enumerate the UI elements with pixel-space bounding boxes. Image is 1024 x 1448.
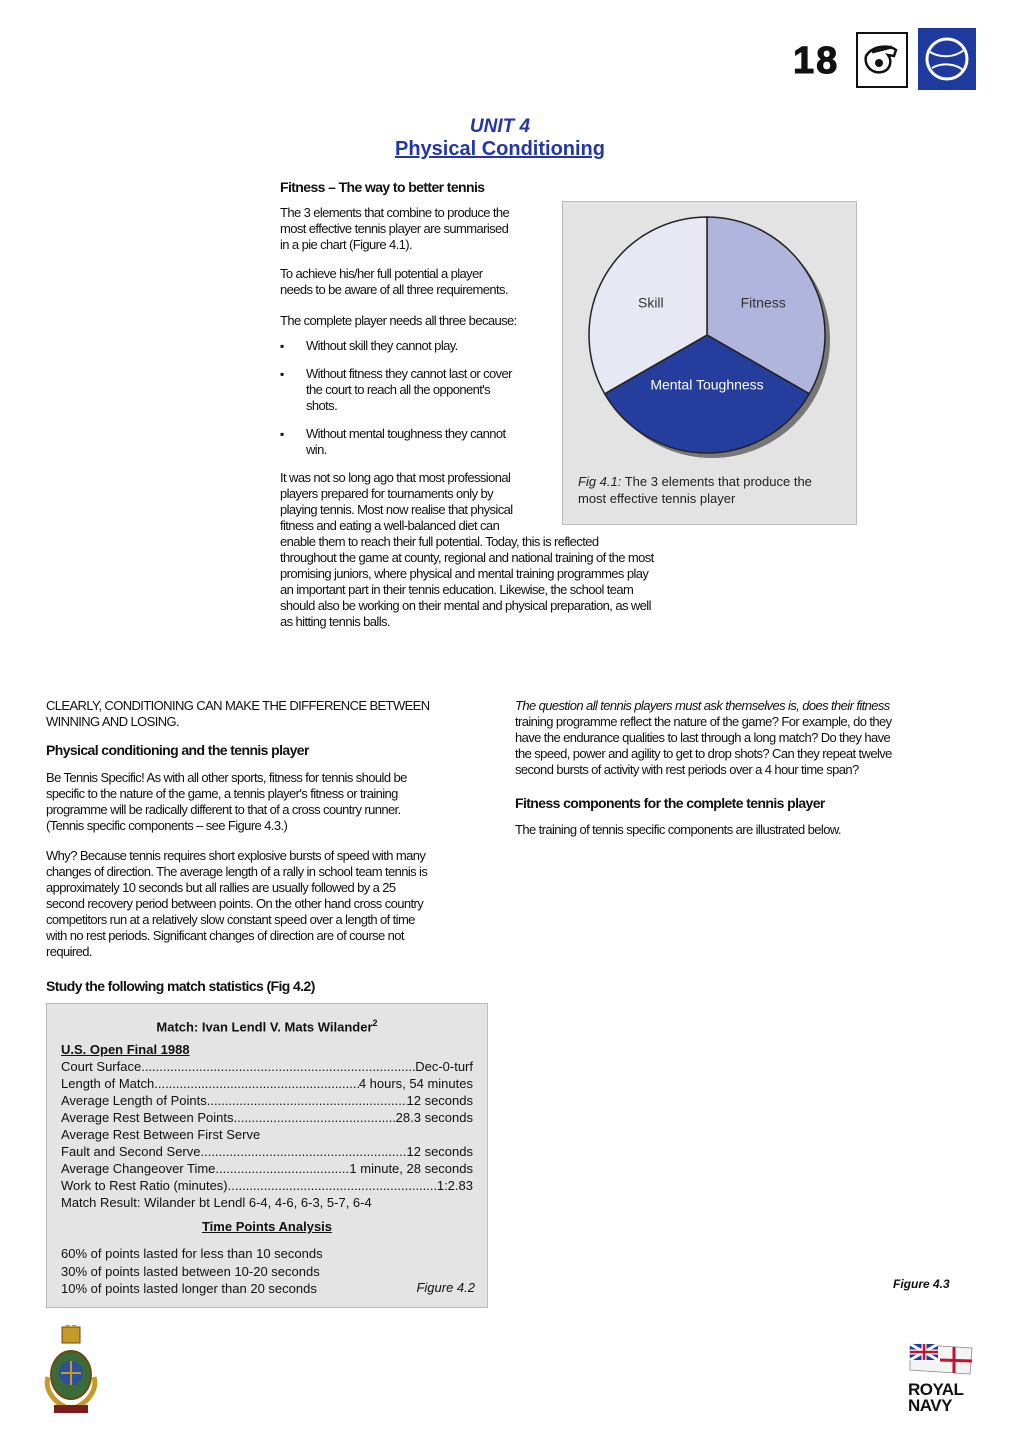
page-number: 18 bbox=[793, 40, 840, 82]
figure-4-3-label: Figure 4.3 bbox=[893, 1277, 950, 1291]
stats-value: 28.3 seconds bbox=[395, 1110, 473, 1125]
pie-label: Fitness bbox=[740, 294, 786, 311]
text-line: as hitting tennis balls. bbox=[280, 614, 390, 629]
stats-value: 12 seconds bbox=[406, 1144, 473, 1159]
list-item: 30% of points lasted between 10-20 seconds bbox=[61, 1263, 320, 1279]
text-line: should also be working on their mental and physical preparation, as well bbox=[280, 598, 651, 613]
bullet-icon: ▪ bbox=[280, 367, 284, 381]
text-line: in a pie chart (Figure 4.1). bbox=[280, 237, 413, 252]
navy-logo-text: ROYAL bbox=[908, 1380, 964, 1399]
text-line: most effective tennis player are summarised bbox=[280, 221, 509, 236]
text-line: second bursts of activity with rest periods over a 4 hour time span? bbox=[515, 762, 859, 777]
stats-label: Length of Match bbox=[61, 1076, 155, 1091]
text-line: competitors run at a relatively slow constant speed over a length of time bbox=[46, 912, 415, 927]
list-item bbox=[280, 366, 550, 424]
left-heading: Physical conditioning and the tennis player bbox=[46, 742, 309, 758]
text-line: approximately 10 seconds but all rallies are usually followed by a 25 bbox=[46, 880, 396, 895]
stats-row bbox=[61, 1161, 473, 1176]
text-line: To achieve his/her full potential a player bbox=[280, 266, 483, 281]
unit-title: UNIT 4 bbox=[469, 116, 531, 137]
stats-row bbox=[61, 1127, 473, 1142]
unit-subtitle: Physical Conditioning bbox=[394, 138, 605, 160]
left-paragraph-2 bbox=[46, 848, 486, 960]
text-line: Why? Because tennis requires short explosive bursts of speed with many bbox=[46, 848, 426, 863]
figure-4-2-label: Figure 4.2 bbox=[416, 1280, 475, 1295]
text-line: playing tennis. Most now realise that physical bbox=[280, 502, 513, 517]
stats-label: Court Surface bbox=[61, 1059, 142, 1074]
stats-label: Average Rest Between First Serve bbox=[61, 1127, 261, 1142]
caption-prefix: Fig 4.1: bbox=[578, 474, 622, 489]
intro-bullet-list bbox=[280, 338, 550, 462]
list-item bbox=[280, 426, 550, 462]
text-line: win. bbox=[306, 442, 327, 457]
analysis-list bbox=[61, 1245, 323, 1298]
text-line: WINNING AND LOSING. bbox=[46, 714, 180, 729]
caption-text: most effective tennis player bbox=[578, 491, 736, 506]
text-line: The 3 elements that combine to produce the bbox=[280, 205, 510, 220]
intro-paragraph-2 bbox=[280, 266, 555, 298]
text-line: the court to reach all the opponent's bbox=[306, 382, 491, 397]
caption-text: The 3 elements that produce the bbox=[621, 474, 812, 489]
stats-value: Dec-0-turf bbox=[415, 1059, 473, 1074]
text-line: programme will be radically different to that of a cross country runner. bbox=[46, 802, 401, 817]
stats-label: Fault and Second Serve bbox=[61, 1144, 201, 1159]
text-line: second recovery period between points. On the other hand cross country bbox=[46, 896, 424, 911]
navy-logo-text: NAVY bbox=[908, 1396, 952, 1415]
text-line: Without fitness they cannot last or cover bbox=[306, 366, 512, 381]
royal-marines-crest-icon bbox=[40, 1325, 102, 1417]
text-line: Without skill they cannot play. bbox=[306, 338, 458, 353]
text-line: Be Tennis Specific! As with all other sports, fitness for tennis should be bbox=[46, 770, 407, 785]
stats-row bbox=[61, 1076, 473, 1091]
match-result bbox=[61, 1195, 473, 1210]
left-paragraph-1 bbox=[46, 770, 486, 834]
stats-row bbox=[61, 1144, 473, 1159]
intro-paragraph-1 bbox=[280, 205, 555, 253]
pie-label: Skill bbox=[637, 294, 664, 311]
list-item bbox=[280, 338, 550, 360]
text-line: have the endurance qualities to last through a long match? Do they have bbox=[515, 730, 891, 745]
stats-row bbox=[61, 1059, 473, 1074]
stats-label: Work to Rest Ratio (minutes) bbox=[61, 1178, 228, 1193]
intro-paragraph-3: The complete player needs all three because: bbox=[280, 313, 517, 328]
text-line: shots. bbox=[306, 398, 338, 413]
stats-label: Average Length of Points bbox=[61, 1093, 207, 1108]
text-line: It was not so long ago that most professional bbox=[280, 470, 511, 485]
text-line: the speed, power and agility to get to drop shots? Can they repeat twelve bbox=[515, 746, 892, 761]
pie-label: Mental Toughness bbox=[650, 376, 764, 393]
caps-statement bbox=[46, 698, 486, 730]
text-line: an important part in their tennis education. Likewise, the school team bbox=[280, 582, 634, 597]
royal-navy-ensign-icon bbox=[908, 1340, 974, 1415]
stats-title-text: Match: Ivan Lendl V. Mats Wilander bbox=[156, 1019, 373, 1035]
text-line: throughout the game at county, regional and national training of the most bbox=[280, 550, 654, 565]
stats-label: Match Result: Wilander bt Lendl 6-4, 4-6, 6-3, 5-7, 6-4 bbox=[61, 1195, 372, 1210]
stats-value: 12 seconds bbox=[406, 1093, 473, 1108]
stats-value: 4 hours, 54 minutes bbox=[358, 1076, 473, 1091]
stats-label: Average Rest Between Points bbox=[61, 1110, 234, 1125]
pie-chart bbox=[563, 202, 856, 472]
stats-value: 1:2.83 bbox=[436, 1178, 473, 1193]
text-line: The question all tennis players must ask themselves is, does their fitness bbox=[515, 698, 890, 713]
text-line: specific to the nature of the game, a tennis player's fitness or training bbox=[46, 786, 398, 801]
text-line: training programme reflect the nature of the game? For example, do they bbox=[515, 714, 892, 729]
text-line: promising juniors, where physical and mental training programmes play bbox=[280, 566, 649, 581]
text-line: CLEARLY, CONDITIONING CAN MAKE THE DIFFERENCE BETWEEN bbox=[46, 698, 430, 713]
list-item: 60% of points lasted for less than 10 seconds bbox=[61, 1246, 323, 1261]
right-heading: Fitness components for the complete tennis player bbox=[515, 795, 825, 811]
text-line: required. bbox=[46, 944, 92, 959]
text-line: enable them to reach their full potential. Today, this is reflected bbox=[280, 534, 599, 549]
tennis-ball-icon bbox=[918, 28, 976, 90]
bullet-icon: ▪ bbox=[280, 427, 284, 441]
figure-4-1-caption bbox=[578, 473, 848, 507]
right-paragraph-1 bbox=[515, 698, 960, 778]
text-line: fitness and eating a well-balanced diet can bbox=[280, 518, 500, 533]
right-paragraph-2: The training of tennis specific components are illustrated below. bbox=[515, 822, 841, 837]
stats-title bbox=[47, 1018, 487, 1034]
list-item: 10% of points lasted longer than 20 seconds bbox=[61, 1281, 317, 1296]
text-line: players prepared for tournaments only by bbox=[280, 486, 494, 501]
text-line: changes of direction. The average length of a rally in school team tennis is bbox=[46, 864, 428, 879]
figure-4-2-match-statistics bbox=[46, 1003, 488, 1308]
stats-title-superscript: 2 bbox=[372, 1018, 378, 1028]
stats-row bbox=[61, 1093, 473, 1108]
left-paragraph-3: Study the following match statistics (Fig 4.2) bbox=[46, 978, 315, 994]
text-line: (Tennis specific components – see Figure 4.3.) bbox=[46, 818, 288, 833]
stats-row bbox=[61, 1110, 473, 1125]
intro-heading: Fitness – The way to better tennis bbox=[280, 179, 485, 195]
whistle-icon bbox=[856, 32, 908, 88]
text-line: with no rest periods. Significant changes of direction are of course not bbox=[46, 928, 404, 943]
stats-value: 1 minute, 28 seconds bbox=[349, 1161, 473, 1176]
text-line: needs to be aware of all three requirements. bbox=[280, 282, 508, 297]
text-line: Without mental toughness they cannot bbox=[306, 426, 506, 441]
stats-label: Average Changeover Time bbox=[61, 1161, 216, 1176]
stats-row bbox=[61, 1178, 473, 1193]
stats-subtitle: U.S. Open Final 1988 bbox=[61, 1042, 190, 1057]
analysis-heading: Time Points Analysis bbox=[201, 1219, 333, 1234]
bullet-icon: ▪ bbox=[280, 339, 284, 353]
